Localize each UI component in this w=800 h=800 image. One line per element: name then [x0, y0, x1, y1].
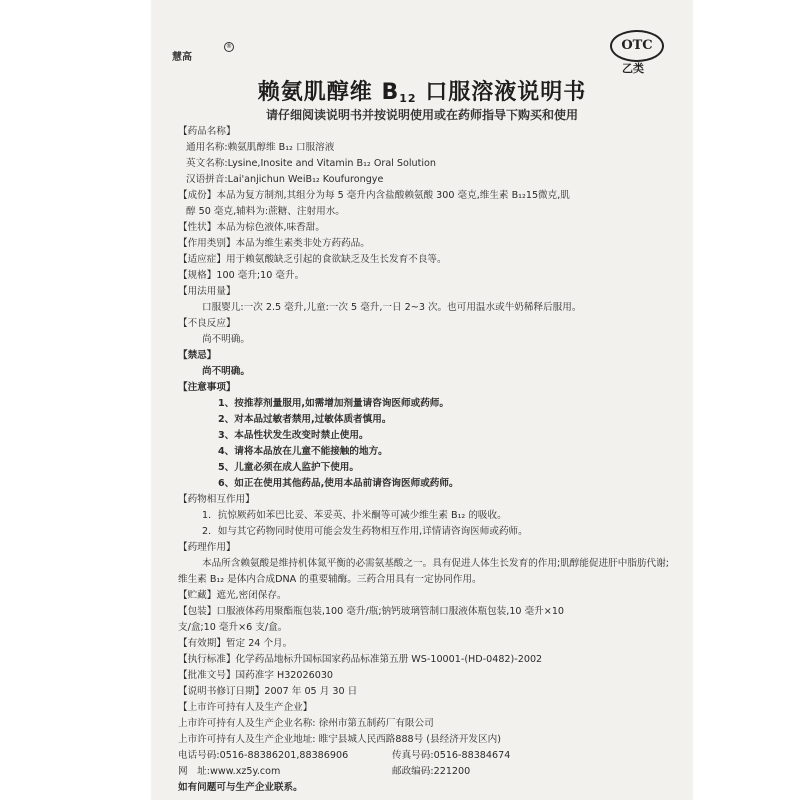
section-precautions-header: 【注意事项】 — [178, 382, 236, 393]
precaution-item: 4、请将本品放在儿童不能接触的地方。 — [218, 446, 388, 457]
precaution-item: 6、如正在使用其他药品,使用本品前请咨询医师或药师。 — [218, 478, 459, 489]
precaution-item: 5、儿童必须在成人监护下使用。 — [218, 462, 359, 473]
ingredients-line-1: 【成份】本品为复方制剂,其组分为每 5 毫升内含盐酸赖氨酸 300 毫克,维生素 B₁₂15微克,肌 — [178, 190, 570, 201]
document-subtitle: 请仔细阅读说明书并按说明使用或在药师指导下购买和使用 — [265, 108, 578, 122]
precaution-item: 2、对本品过敏者禁用,过敏体质者慎用。 — [218, 414, 392, 425]
generic-name: 通用名称:赖氨肌醇维 B₁₂ 口服溶液 — [186, 142, 335, 153]
interaction-item: 2．如与其它药物同时使用可能会发生药物相互作用,详情请咨询医师或药师。 — [202, 526, 528, 537]
title-tail: 口服溶液说明书 — [416, 80, 587, 105]
package-line-2: 支/盒;10 毫升×6 支/盒。 — [178, 622, 288, 633]
ingredients-line-2: 醇 50 毫克,辅料为:蔗糖、注射用水。 — [186, 206, 345, 217]
section-pharmacology-header: 【药理作用】 — [178, 542, 236, 553]
properties: 【性状】本品为棕色液体,味香甜。 — [178, 222, 325, 233]
brand-logo: 慧高 — [172, 52, 192, 63]
phone: 电话号码:0516-88386201,88386906 — [178, 750, 349, 761]
mah-address: 上市许可持有人及生产企业地址: 睢宁县城人民西路888号 (县经济开发区内) — [178, 734, 501, 745]
specification: 【规格】100 毫升;10 毫升。 — [178, 270, 305, 281]
adverse-text: 尚不明确。 — [202, 334, 250, 345]
title-subscript: 12 — [399, 92, 417, 105]
contra-text: 尚不明确。 — [202, 366, 250, 377]
precaution-item: 3、本品性状发生改变时禁止使用。 — [218, 430, 369, 441]
indications: 【适应症】用于赖氨酸缺乏引起的食欲缺乏及生长发育不良等。 — [178, 254, 447, 265]
interaction-item: 1．抗惊厥药如苯巴比妥、苯妥英、扑米酮等可减少维生素 B₁₂ 的吸收。 — [202, 510, 507, 521]
otc-class-label: 乙类 — [622, 62, 644, 75]
category: 【作用类别】本品为维生素类非处方药药品。 — [178, 238, 370, 249]
fax: 传真号码:0516-88384674 — [392, 750, 511, 761]
package-insert-sheet — [152, 0, 692, 800]
footer-note: 如有问题可与生产企业联系。 — [178, 782, 303, 793]
english-name: 英文名称:Lysine,Inosite and Vitamin B₁₂ Oral Solution — [186, 158, 436, 169]
section-adverse-header: 【不良反应】 — [178, 318, 236, 329]
package-line-1: 【包装】口服液体药用聚酯瓶包装,100 毫升/瓶;钠钙玻璃管制口服液体瓶包装,10 毫升×10 — [178, 606, 565, 617]
registered-mark-icon: ® — [226, 43, 232, 50]
contact-row — [178, 764, 674, 780]
section-contra-header: 【禁忌】 — [178, 350, 217, 361]
section-mah-header: 【上市许可持有人及生产企业】 — [178, 702, 313, 713]
pharmacology-text: 本品所含赖氨酸是维持机体氮平衡的必需氨基酸之一。具有促进人体生长发育的作用;肌醇能促进肝中脂肪代谢;维生素 B₁₂ 是体内合成DNA 的重要辅酶。三药合用具有一定协同作用。 — [178, 558, 669, 585]
otc-badge: OTC — [610, 30, 664, 62]
contact-row — [178, 748, 674, 764]
dosage-text: 口服婴儿:一次 2.5 毫升,儿童:一次 5 毫升,一日 2~3 次。也可用温水或牛奶稀释后服用。 — [202, 302, 582, 313]
mah-name: 上市许可持有人及生产企业名称: 徐州市第五制药厂有限公司 — [178, 718, 434, 729]
website: 网 址:www.xz5y.com — [178, 766, 281, 777]
pinyin-name: 汉语拼音:Lai'anjichun WeiB₁₂ Koufurongye — [186, 174, 384, 185]
section-interactions-header: 【药物相互作用】 — [178, 494, 255, 505]
revision-date: 【说明书修订日期】2007 年 05 月 30 日 — [178, 686, 358, 697]
approval-number: 【批准文号】国药准字 H32026030 — [178, 670, 334, 681]
validity: 【有效期】暂定 24 个月。 — [178, 638, 293, 649]
title-main: 赖氨肌醇维 B — [257, 80, 400, 105]
section-dosage-header: 【用法用量】 — [178, 286, 236, 297]
executive-standard: 【执行标准】化学药品地标升国标国家药品标准第五册 WS-10001-(HD-0482)-2002 — [178, 654, 543, 665]
insert-body — [178, 124, 674, 796]
document-title — [152, 75, 692, 106]
postcode: 邮政编码:221200 — [392, 766, 471, 777]
precaution-item: 1、按推荐剂量服用,如需增加剂量请咨询医师或药师。 — [218, 398, 449, 409]
storage: 【贮藏】遮光,密闭保存。 — [178, 590, 287, 601]
section-drug-name-header: 【药品名称】 — [178, 126, 236, 137]
